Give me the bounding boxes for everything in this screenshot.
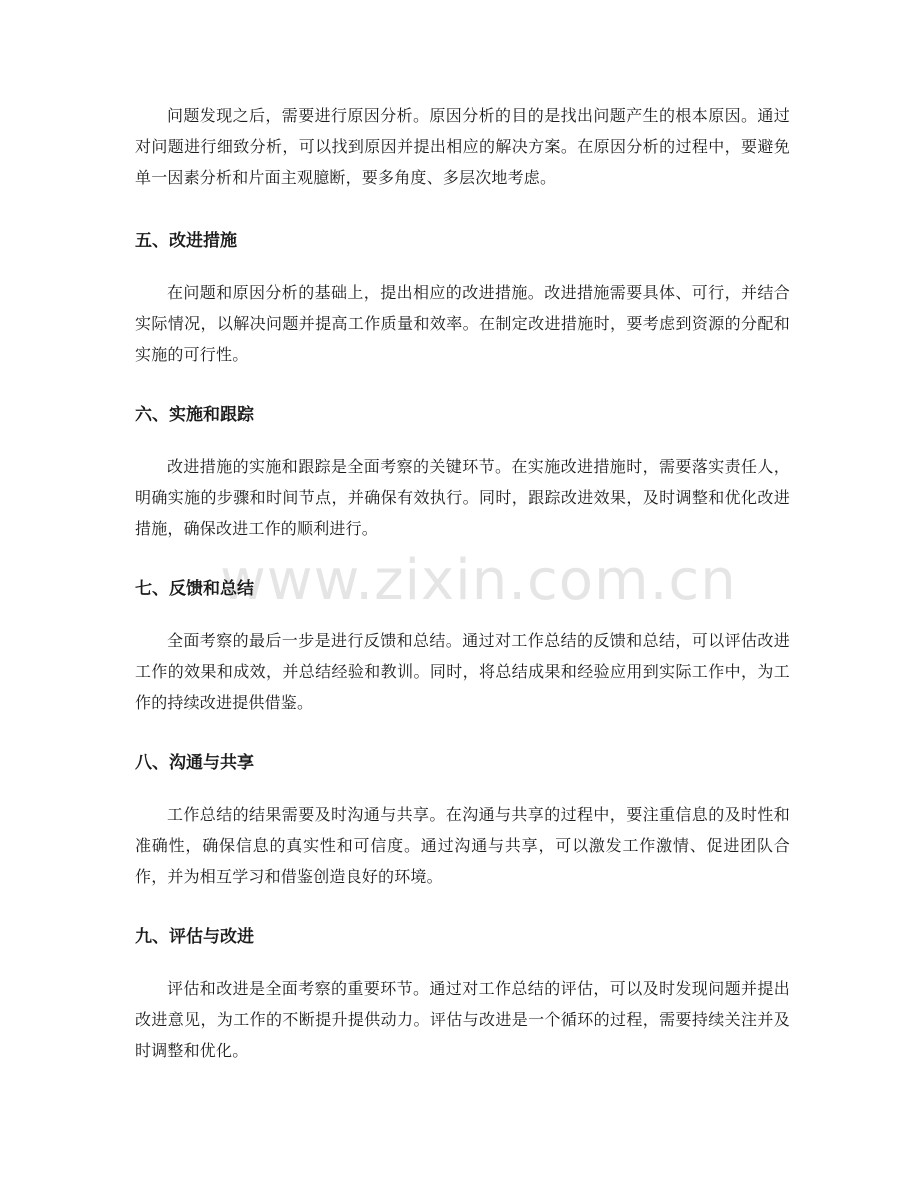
watermark-text: www.zixin.com.cn bbox=[220, 548, 737, 613]
section-heading-7-block bbox=[135, 577, 790, 601]
section-heading: 八、沟通与共享 bbox=[135, 753, 254, 773]
intro-paragraph: 问题发现之后，需要进行原因分析。原因分析的目的是找出问题产生的根本原因。通过对问题进行细致分析，可以找到原因并提出相应的解决方案。在原因分析的过程中，要避免单一因素分析和片面主观臆断，要多角度、多层次地考虑。 bbox=[135, 106, 790, 187]
section-paragraph-7-block bbox=[135, 625, 790, 718]
section-paragraph: 改进措施的实施和跟踪是全面考察的关键环节。在实施改进措施时，需要落实责任人，明确实施的步骤和时间节点，并确保有效执行。同时，跟踪改进效果，及时调整和优化改进措施，确保改进工作的顺利进行。 bbox=[135, 457, 790, 538]
section-paragraph-5-block bbox=[135, 277, 790, 370]
section-paragraph-8-block bbox=[135, 799, 790, 892]
section-heading-9-block bbox=[135, 925, 790, 949]
section-heading: 六、实施和跟踪 bbox=[135, 405, 254, 425]
section-paragraph: 全面考察的最后一步是进行反馈和总结。通过对工作总结的反馈和总结，可以评估改进工作的效果和成效，并总结经验和教训。同时，将总结成果和经验应用到实际工作中，为工作的持续改进提供借鉴。 bbox=[135, 631, 790, 712]
section-paragraph: 在问题和原因分析的基础上，提出相应的改进措施。改进措施需要具体、可行，并结合实际情况，以解决问题并提高工作质量和效率。在制定改进措施时，要考虑到资源的分配和实施的可行性。 bbox=[135, 283, 790, 364]
section-heading: 五、改进措施 bbox=[135, 231, 237, 251]
section-heading: 七、反馈和总结 bbox=[135, 579, 254, 599]
section-heading-5-block bbox=[135, 229, 790, 253]
section-heading-8-block bbox=[135, 751, 790, 775]
intro-block bbox=[135, 100, 790, 193]
section-paragraph-9-block bbox=[135, 973, 790, 1066]
section-heading-6-block bbox=[135, 403, 790, 427]
section-heading: 九、评估与改进 bbox=[135, 927, 254, 947]
section-paragraph: 评估和改进是全面考察的重要环节。通过对工作总结的评估，可以及时发现问题并提出改进意见，为工作的不断提升提供动力。评估与改进是一个循环的过程，需要持续关注并及时调整和优化。 bbox=[135, 979, 790, 1060]
section-paragraph: 工作总结的结果需要及时沟通与共享。在沟通与共享的过程中，要注重信息的及时性和准确性，确保信息的真实性和可信度。通过沟通与共享，可以激发工作激情、促进团队合作，并为相互学习和借鉴创造良好的环境。 bbox=[135, 805, 790, 886]
section-paragraph-6-block bbox=[135, 451, 790, 544]
